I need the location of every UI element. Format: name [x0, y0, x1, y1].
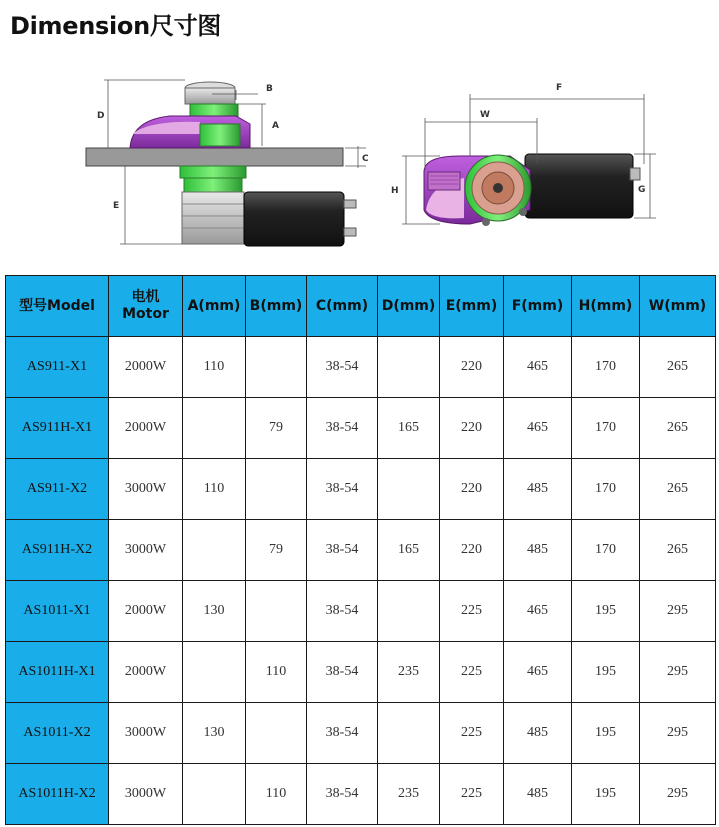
top-view	[391, 83, 656, 226]
column-header-line1: A(mm)	[187, 297, 241, 314]
column-header-line2: Motor	[122, 306, 169, 322]
column-header	[504, 276, 572, 337]
table-cell: 235	[378, 764, 440, 825]
table-row	[6, 703, 716, 764]
table-cell: 165	[378, 520, 440, 581]
table-cell: 465	[504, 337, 572, 398]
table-cell: 225	[440, 703, 504, 764]
table-cell: 170	[572, 520, 640, 581]
table-body	[6, 337, 716, 825]
table-cell: 170	[572, 337, 640, 398]
table-cell: 225	[440, 642, 504, 703]
label-e: E	[113, 201, 120, 211]
column-header	[183, 276, 246, 337]
column-header	[109, 276, 183, 337]
table-cell: 110	[183, 337, 246, 398]
table-row	[6, 642, 716, 703]
table-row	[6, 459, 716, 520]
label-a: A	[272, 121, 279, 131]
column-header	[246, 276, 307, 337]
table-cell: 38-54	[307, 459, 378, 520]
table-row	[6, 520, 716, 581]
table-cell: 295	[640, 581, 716, 642]
table-cell: 3000W	[109, 459, 183, 520]
model-cell: AS1011H-X1	[6, 642, 109, 703]
dimension-table	[5, 275, 716, 825]
label-w: W	[480, 110, 490, 120]
model-cell: AS911-X1	[6, 337, 109, 398]
table-cell	[246, 581, 307, 642]
table-cell: 195	[572, 581, 640, 642]
column-header	[640, 276, 716, 337]
column-header-line1: H(mm)	[578, 297, 633, 314]
table-row	[6, 581, 716, 642]
table-row	[6, 764, 716, 825]
table-cell: 130	[183, 581, 246, 642]
table-cell: 485	[504, 703, 572, 764]
column-header-line1: E(mm)	[445, 297, 498, 314]
table-cell: 3000W	[109, 764, 183, 825]
table-cell: 265	[640, 459, 716, 520]
table-cell: 225	[440, 581, 504, 642]
model-cell: AS911H-X2	[6, 520, 109, 581]
table-cell: 485	[504, 520, 572, 581]
table-cell: 38-54	[307, 581, 378, 642]
table-cell: 465	[504, 398, 572, 459]
table-cell: 220	[440, 337, 504, 398]
column-header	[6, 276, 109, 337]
table-cell: 195	[572, 642, 640, 703]
label-c: C	[362, 154, 369, 164]
table-cell	[246, 703, 307, 764]
table-cell: 165	[378, 398, 440, 459]
column-header-line1: F(mm)	[511, 297, 564, 314]
column-header-line1: D(mm)	[381, 297, 436, 314]
table-cell: 2000W	[109, 642, 183, 703]
table-cell: 2000W	[109, 398, 183, 459]
label-b: B	[266, 84, 273, 94]
table-cell: 295	[640, 703, 716, 764]
table-cell: 170	[572, 459, 640, 520]
table-cell: 485	[504, 459, 572, 520]
table-cell: 465	[504, 642, 572, 703]
label-h: H	[391, 186, 399, 196]
table-cell	[378, 703, 440, 764]
dimension-drawing	[0, 60, 719, 265]
table-cell: 220	[440, 520, 504, 581]
table-cell: 38-54	[307, 703, 378, 764]
table-cell: 38-54	[307, 520, 378, 581]
table-cell: 295	[640, 642, 716, 703]
table-cell	[183, 398, 246, 459]
table-cell: 3000W	[109, 520, 183, 581]
table-cell	[378, 337, 440, 398]
table-cell: 38-54	[307, 764, 378, 825]
table-cell: 195	[572, 764, 640, 825]
column-header-line1: 电机	[131, 289, 160, 306]
table-cell: 195	[572, 703, 640, 764]
side-view	[86, 80, 369, 246]
table-cell: 485	[504, 764, 572, 825]
table-cell: 220	[440, 398, 504, 459]
column-header-line1: 型号Model	[19, 297, 95, 314]
table-cell: 265	[640, 520, 716, 581]
table-cell: 225	[440, 764, 504, 825]
label-d: D	[97, 111, 105, 121]
column-header	[572, 276, 640, 337]
table-row	[6, 398, 716, 459]
column-header	[440, 276, 504, 337]
table-cell: 110	[246, 764, 307, 825]
table-cell: 2000W	[109, 337, 183, 398]
table-cell: 220	[440, 459, 504, 520]
column-header-line1: B(mm)	[249, 297, 303, 314]
table-cell	[246, 337, 307, 398]
table-cell	[183, 764, 246, 825]
table-cell: 110	[183, 459, 246, 520]
table-cell: 38-54	[307, 642, 378, 703]
column-header	[378, 276, 440, 337]
label-f: F	[556, 83, 563, 93]
table-cell: 2000W	[109, 581, 183, 642]
table-cell	[246, 459, 307, 520]
table-cell: 295	[640, 764, 716, 825]
table-cell: 130	[183, 703, 246, 764]
table-cell: 465	[504, 581, 572, 642]
table-cell: 170	[572, 398, 640, 459]
table-cell: 38-54	[307, 398, 378, 459]
table-cell: 3000W	[109, 703, 183, 764]
table-cell	[378, 581, 440, 642]
table-cell	[378, 459, 440, 520]
table-cell	[183, 520, 246, 581]
table-row	[6, 337, 716, 398]
table-cell: 265	[640, 398, 716, 459]
table-cell: 38-54	[307, 337, 378, 398]
model-cell: AS911H-X1	[6, 398, 109, 459]
model-cell: AS1011H-X2	[6, 764, 109, 825]
table-cell: 110	[246, 642, 307, 703]
table-cell: 235	[378, 642, 440, 703]
model-cell: AS1011-X2	[6, 703, 109, 764]
column-header-line1: C(mm)	[315, 297, 369, 314]
column-header-line1: W(mm)	[648, 297, 707, 314]
table-cell	[183, 642, 246, 703]
model-cell: AS1011-X1	[6, 581, 109, 642]
column-header	[307, 276, 378, 337]
model-cell: AS911-X2	[6, 459, 109, 520]
label-g: G	[638, 185, 646, 195]
page-title: Dimension尺寸图	[10, 12, 222, 40]
table-header-row	[6, 276, 716, 337]
table-cell: 265	[640, 337, 716, 398]
table-cell: 79	[246, 398, 307, 459]
table-cell: 79	[246, 520, 307, 581]
